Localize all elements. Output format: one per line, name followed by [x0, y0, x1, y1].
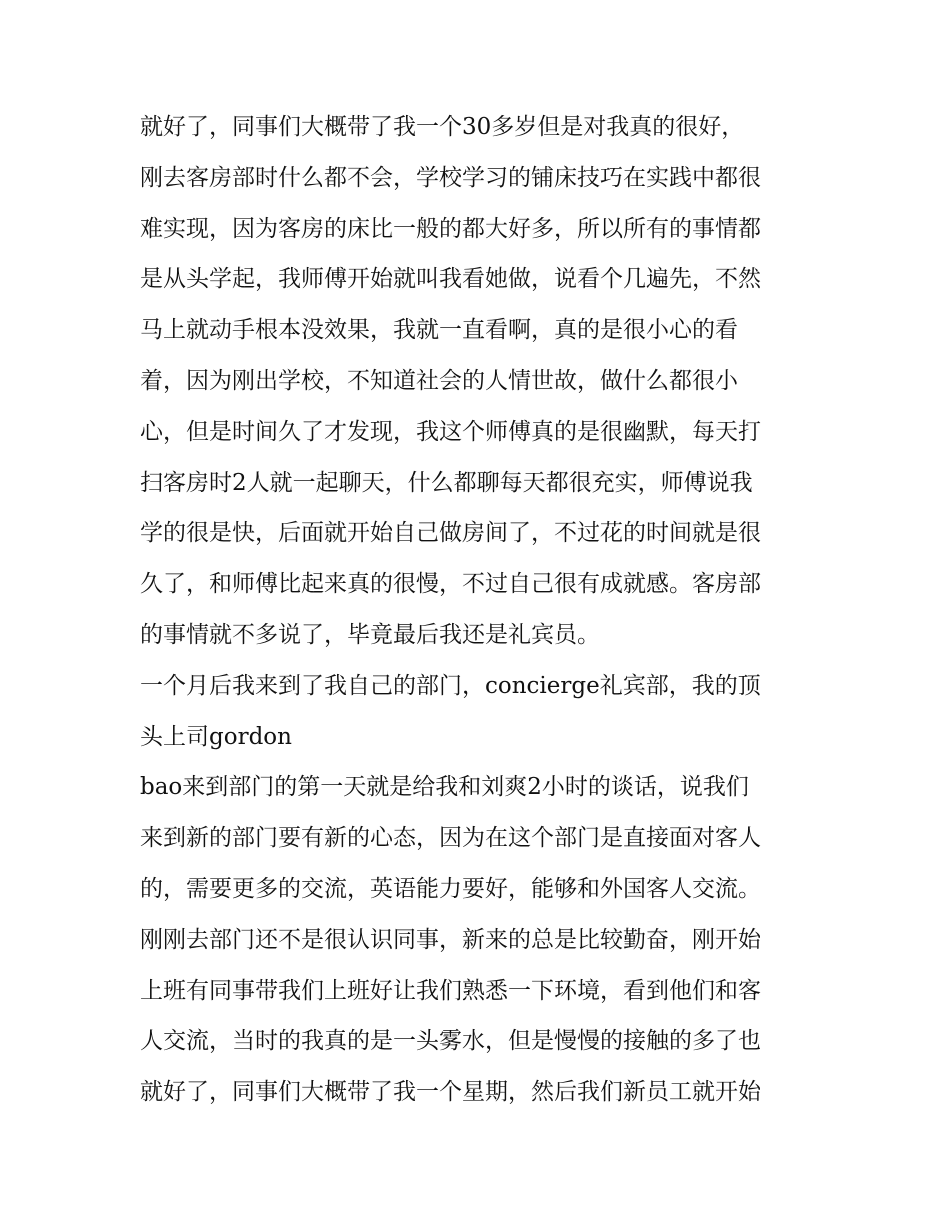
text-line: 难实现，因为客房的床比一般的都大好多，所以所有的事情都 [140, 215, 761, 242]
text-line: 就好了，同事们大概带了我一个星期，然后我们新员工就开始 [140, 1079, 761, 1106]
text-line: 上班有同事带我们上班好让我们熟悉一下环境，看到他们和客 [140, 977, 761, 1004]
text-line: bao来到部门的第一天就是给我和刘爽2小时的谈话，说我们 [140, 774, 749, 801]
text-line: 学的很是快，后面就开始自己做房间了，不过花的时间就是很 [140, 520, 761, 547]
text-line: 马上就动手根本没效果，我就一直看啊，真的是很小心的看 [140, 317, 738, 344]
text-line: 人交流，当时的我真的是一头雾水，但是慢慢的接触的多了也 [140, 1028, 761, 1055]
text-line: 扫客房时2人就一起聊天，什么都聊每天都很充实，师傅说我 [140, 469, 753, 496]
text-line: 久了，和师傅比起来真的很慢，不过自己很有成就感。客房部 [140, 571, 761, 598]
body-text [140, 102, 820, 1118]
text-line: 的，需要更多的交流，英语能力要好，能够和外国客人交流。 [140, 875, 761, 902]
text-line: 是从头学起，我师傅开始就叫我看她做，说看个几遍先，不然 [140, 266, 761, 293]
text-line: 头上司gordon [140, 723, 292, 750]
text-line: 心，但是时间久了才发现，我这个师傅真的是很幽默，每天打 [140, 418, 761, 445]
text-line: 刚刚去部门还不是很认识同事，新来的总是比较勤奋，刚开始 [140, 926, 761, 953]
text-line: 就好了，同事们大概带了我一个30多岁但是对我真的很好， [140, 114, 745, 140]
text-line: 来到新的部门要有新的心态，因为在这个部门是直接面对客人 [140, 825, 761, 852]
text-line: 刚去客房部时什么都不会，学校学习的铺床技巧在实践中都很 [140, 164, 761, 191]
text-line: 一个月后我来到了我自己的部门，concierge礼宾部，我的顶 [140, 672, 761, 699]
text-line: 着，因为刚出学校，不知道社会的人情世故，做什么都很小 [140, 367, 738, 394]
text-line: 的事情就不多说了，毕竟最后我还是礼宾员。 [140, 621, 600, 648]
